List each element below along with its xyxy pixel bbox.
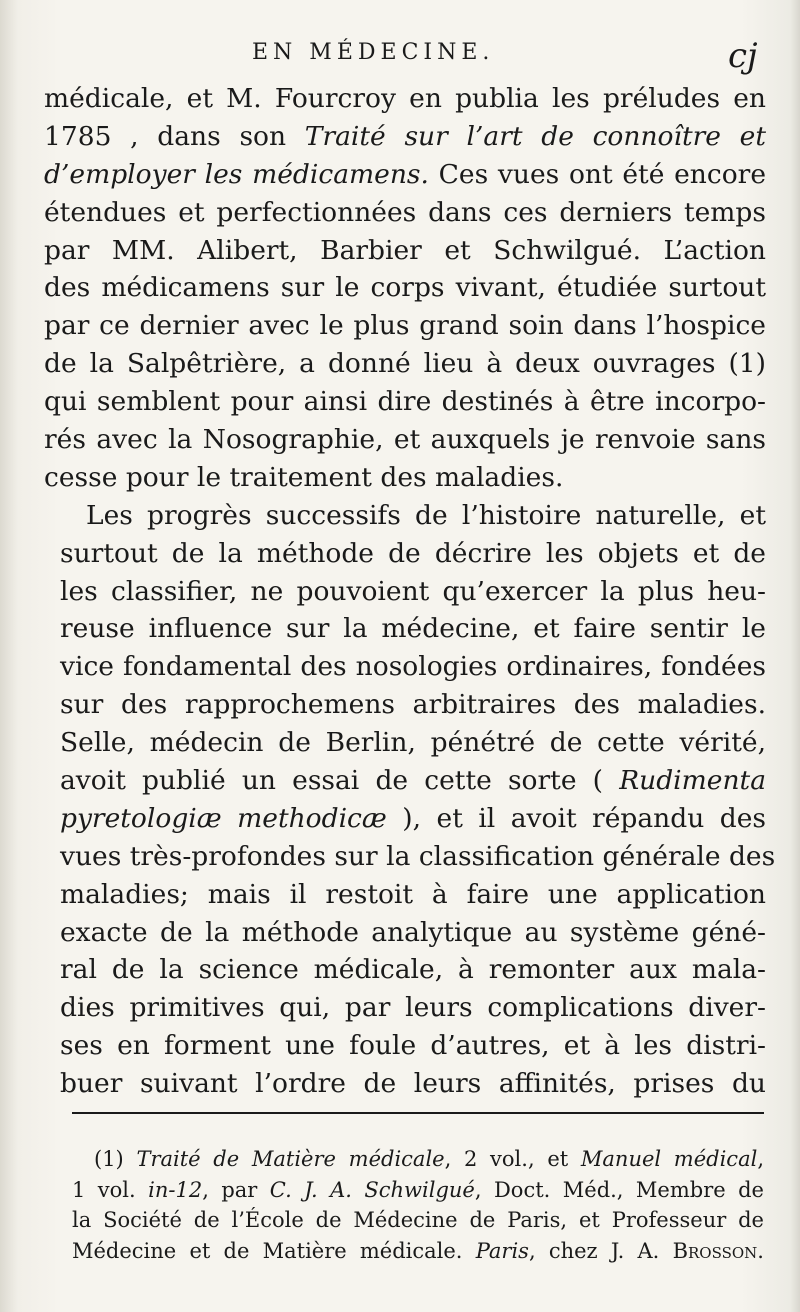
text-line: exacte de la méthode analytique au système géné- <box>60 916 766 948</box>
footnote-marker: (1) <box>94 1147 137 1171</box>
text-line: cesse pour le traitement des maladies. <box>44 461 564 493</box>
page-number: cj <box>728 36 758 76</box>
text-line: sur des rapprochemens arbitraires des maladies. <box>60 689 766 721</box>
running-head <box>0 36 800 76</box>
footnote <box>72 1144 764 1266</box>
footnote-line: Médecine et de Matière médicale. Paris, chez J. A. Brosson. <box>72 1238 764 1263</box>
text-line: reuse influence sur la médecine, et faire sentir le <box>60 613 766 645</box>
text-line: rés avec la Nosographie, et auxquels je renvoie sans <box>44 424 766 456</box>
text-line: maladies; mais il restoit à faire une application <box>60 878 766 910</box>
text-line: étendues et perfectionnées dans ces derniers temps <box>44 196 766 228</box>
running-title: EN MÉDECINE. <box>252 40 495 65</box>
text-line: qui semblent pour ainsi dire destinés à être incorpo- <box>44 386 766 418</box>
footnote-line: la Société de l’École de Médecine de Paris, et Professeur de <box>72 1208 764 1232</box>
text-line: ses en forment une foule d’autres, et à les distri- <box>60 1030 766 1062</box>
text-line: Les progrès successifs de l’histoire naturelle, et <box>86 499 766 531</box>
text-line: buer suivant l’ordre de leurs affinités, prises du <box>60 1068 766 1100</box>
text-line: surtout de la méthode de décrire les objets et de <box>60 537 766 569</box>
text-line: les classifier, ne pouvoient qu’exercer la plus heu- <box>60 575 766 607</box>
work-title: Rudimenta <box>619 765 766 797</box>
text-line: dies primitives qui, par leurs complications diver- <box>60 992 766 1024</box>
text-line: ral de la science médicale, à remonter aux mala- <box>60 954 766 986</box>
footnote-line: (1) Traité de Matière médicale, 2 vol., et Manuel médical, <box>94 1147 764 1171</box>
text-line: pyretologiæ methodicæ ), et il avoit répandu des <box>60 802 766 834</box>
text-line: Selle, médecin de Berlin, pénétré de cette vérité, <box>60 727 766 759</box>
text-line: d’employer les médicamens. Ces vues ont été encore <box>44 158 767 190</box>
footnote-line: 1 vol. in-12, par C. J. A. Schwilgué, Doct. Méd., Membre de <box>72 1177 764 1202</box>
text-line: de la Salpêtrière, a donné lieu à deux ouvrages (1) <box>44 348 766 380</box>
text-line: médicale, et M. Fourcroy en publia les préludes en <box>44 83 766 114</box>
text-line: vice fondamental des nosologies ordinaires, fondées <box>60 651 766 683</box>
footnote-rule <box>72 1112 764 1114</box>
text-line: des médicamens sur le corps vivant, étudiée surtout <box>44 272 766 304</box>
text-line: vues très-profondes sur la classification générale des <box>60 840 776 872</box>
text-line: par ce dernier avec le plus grand soin dans l’hospice <box>44 310 766 342</box>
text-line: par MM. Alibert, Barbier et Schwilgué. L’action <box>44 234 766 266</box>
work-title: pyretologiæ methodicæ <box>60 802 387 834</box>
text-line: 1785 , dans son Traité sur l’art de connoître et <box>44 120 766 152</box>
work-title: d’employer les médicamens. <box>44 158 429 190</box>
main-text <box>44 80 776 1103</box>
text-line: avoit publié un essai de cette sorte ( Rudimenta <box>60 765 766 797</box>
work-title: Traité sur l’art de connoître et <box>304 120 766 152</box>
